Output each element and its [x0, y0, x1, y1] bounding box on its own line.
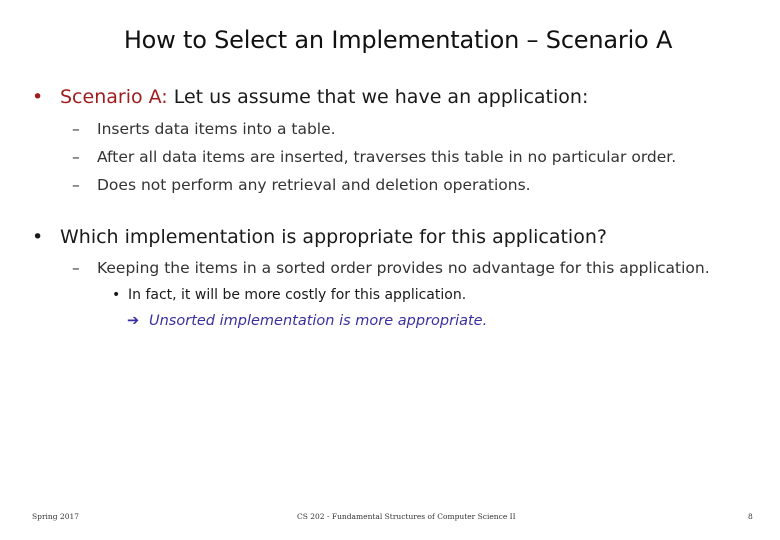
footer-date: Spring 2017 — [32, 512, 80, 521]
sub-item-text: Does not perform any retrieval and deletion operations. — [97, 176, 531, 194]
conclusion-text: Unsorted implementation is more appropriate. — [149, 313, 488, 329]
right-arrow-icon: ➔ — [127, 313, 140, 329]
bullet-which-implementation — [32, 226, 607, 248]
dash-marker: – — [72, 148, 80, 166]
sub-item-text: Keeping the items in a sorted order provides no advantage for this application. — [97, 259, 710, 277]
slide-title: How to Select an Implementation – Scenario A — [123, 26, 673, 54]
footer-course: CS 202 - Fundamental Structures of Computer Science II — [297, 512, 516, 521]
footer-page-number: 8 — [748, 512, 753, 521]
bullet-scenario-a — [32, 86, 588, 108]
dash-marker: – — [72, 120, 80, 138]
bullet-text: Which implementation is appropriate for this application? — [60, 226, 607, 248]
sub-item-no-retrieval — [72, 176, 531, 194]
sub-sub-item-more-costly — [112, 287, 466, 303]
scenario-label: Scenario A: — [60, 86, 168, 108]
conclusion-line — [127, 313, 487, 329]
dash-marker: – — [72, 259, 80, 277]
sub-item-text: After all data items are inserted, traverses this table in no particular order. — [97, 148, 677, 166]
sub-item-sorted-order — [72, 259, 710, 277]
sub-item-text: Inserts data items into a table. — [97, 120, 336, 138]
sub-sub-item-text: In fact, it will be more costly for this application. — [128, 287, 467, 303]
bullet-marker: • — [112, 287, 121, 303]
bullet-marker: • — [32, 226, 44, 248]
sub-item-traverses — [72, 148, 676, 166]
bullet-text: Let us assume that we have an application: — [167, 86, 589, 108]
dash-marker: – — [72, 176, 80, 194]
sub-item-inserts — [72, 120, 336, 138]
bullet-marker: • — [32, 86, 44, 108]
